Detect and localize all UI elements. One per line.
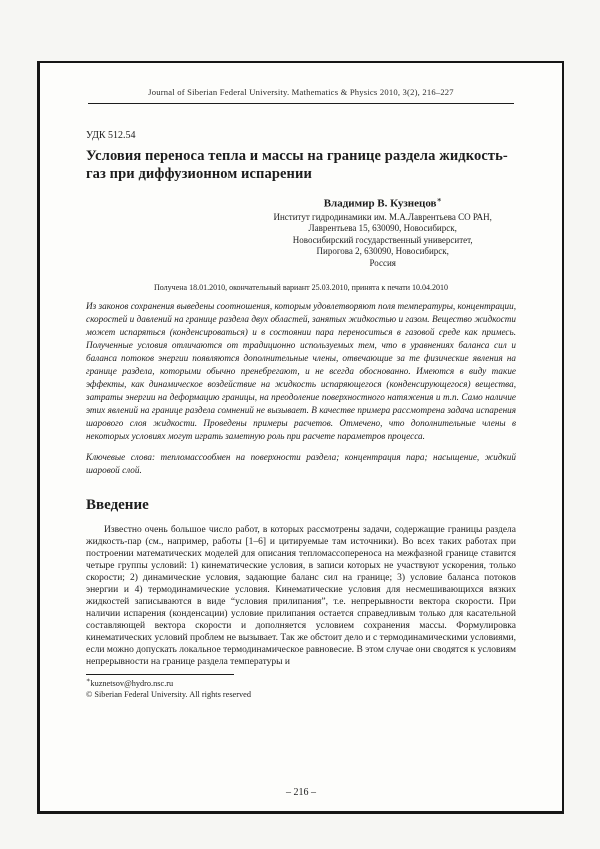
author-name-text: Владимир В. Кузнецов (323, 197, 437, 210)
affiliation-line: Институт гидродинамики им. М.А.Лаврентьева СО РАН, (273, 211, 492, 222)
abstract-text: Из законов сохранения выведены соотношения, которым удовлетворяют поля температуры, концентрации, скоростей и давлений на границе раздела двух областей, занятых жидкостью и газом. Вещество жидкости может испаряться (конденсироваться) и в состоянии пара переноситься в газовой среде как примесь. Полученные условия отличаются от традиционно используемых тем, что в уравнениях баланса сил и баланса потоков энергии появляются дополнительные члены, отвечающие за те физические явления на границе раздела, которыми обычно пренебрегают, и не всегда обоснованно. Имеются в виду такие эффекты, как динамическое воздействие на жидкость испаряющегося (конденсирующегося) вещества, затраты энергии на деформацию границы, на преодоление поверхностного натяжения и т.п. Само наличие этих явлений на границе раздела сомнений не вызывает. В качестве примера рассмотрена задача испарения шарового слоя жидкости. Проведены примеры расчетов. Отмечено, что дополнительные члены в некоторых условиях могут играть заметную роль при расчете параметров процесса. (86, 301, 516, 442)
footnote-email (86, 675, 516, 689)
footnote-email-marker: ∗ (86, 677, 91, 685)
footnote-copyright: © Siberian Federal University. All rights reserved (86, 689, 251, 699)
footnote-email-text: kuznetsov@hydro.nsc.ru (90, 678, 174, 688)
section-heading-introduction: Введение (86, 497, 149, 514)
paper-page (37, 61, 564, 814)
affiliation-line: Пирогова 2, 630090, Новосибирск, (316, 246, 449, 257)
introduction-paragraph: Известно очень большое число работ, в которых рассмотрены задачи, содержащие границы раздела жидкость-пар (см., например, работы [1–6] и цитируемые там источники). Во всех таких работах при построении математических моделей для описания тепломассопереноса на межфазной границе ставится четыре группы условий: 1) кинематические условия, в записи которых не участвуют ускорения, только скорости; 2) динамические условия, задающие баланс сил на границе; 3) условие баланса потоков энергии и 4) термодинамические условия. Кинематические условия для несмешивающихся вязких жидкостей записываются в виде “условия прилипания”, т.е. непрерывности вектора скорости. При наличии испарения (конденсации) условие прилипания остается справедливым только для касательной составляющей вектора скорости и дополняется условием сохранения массы. Формулировка кинематических условий проблем не вызывает. Так же обстоит дело и с термодинамическими условиями, если можно допускать локальное термодинамическое равновесие. В этом случае они сводятся к условиям непрерывности на границе раздела температуры и (86, 525, 516, 668)
author-name (249, 195, 516, 210)
page-number: – 216 – (286, 787, 316, 798)
received-dates-line: Получена 18.01.2010, окончательный вариант 25.03.2010, принята к печати 10.04.2010 (154, 283, 448, 293)
footnote-block (86, 674, 516, 700)
header-rule (88, 103, 514, 104)
affiliation-line: Лаврентьева 15, 630090, Новосибирск, (308, 223, 457, 234)
page-header (86, 87, 516, 104)
journal-header-line: Journal of Siberian Federal University. Mathematics & Physics 2010, 3(2), 216–227 (148, 87, 454, 97)
affiliation-block (249, 212, 516, 270)
author-footnote-marker: ∗ (436, 195, 442, 204)
article-title: Условия переноса тепла и массы на границе раздела жидкость-газ при диффузионном испарении (86, 148, 508, 182)
keywords-line: Ключевые слова: тепломассообмен на поверхности раздела; концентрация пара; насыщение, жидкий шаровой слой. (86, 452, 516, 476)
affiliation-line: Новосибирский государственный университет, (292, 234, 473, 245)
author-block (249, 195, 516, 269)
udc-code: УДК 512.54 (86, 130, 136, 141)
affiliation-line: Россия (369, 257, 396, 268)
